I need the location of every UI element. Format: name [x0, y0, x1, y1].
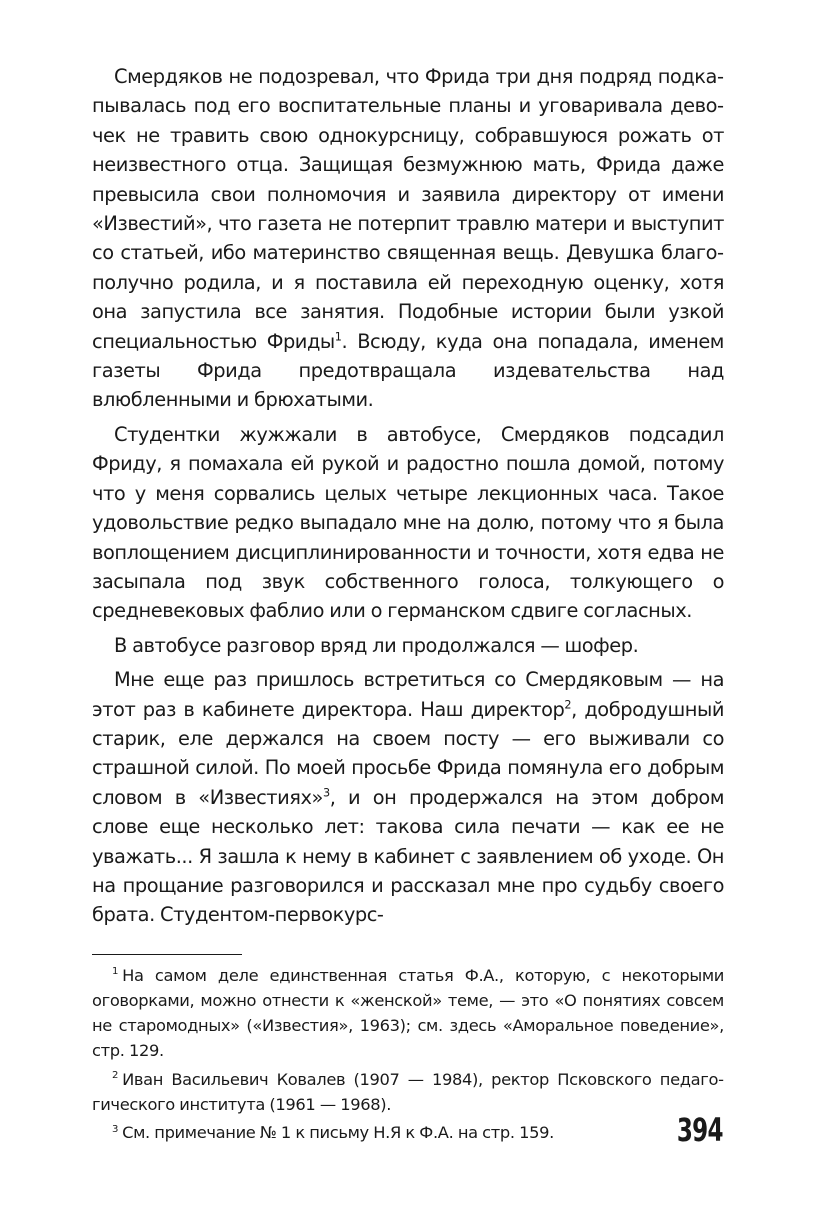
paragraph-3: В автобусе разговор вряд ли продолжался — шофер. [114, 633, 639, 657]
footnote-2-text: Иван Васильевич Ковалев (1907 — 1984), ректор Псковского педагогического института (1961 — 1968). [92, 1069, 724, 1114]
footnote-divider [92, 954, 242, 955]
paragraph-4 [92, 665, 724, 930]
paragraph-4-text-end: , и он продержался на этом добром слове еще несколько лет: такова сила печати — как ее не уважать... Я зашла к нему в кабинет с заявлением об уходе. Он на прощание разговорился и рассказал мне про судьбу своего брата. Студентом-первокурс- [92, 785, 724, 927]
footnote-1-text: На самом деле единственная статья Ф.А., которую, с некоторыми оговорками, можно отнести к «женской» теме, — это «О понятиях совсем не старомодных» («Известия», 1963); см. здесь «Аморальное поведение», стр. 129. [92, 965, 724, 1061]
footnote-ref-3: 3 [322, 786, 330, 800]
footnotes [92, 963, 724, 1145]
paragraph-4-text-middle: , добродушный старик, еле держался на своем посту — его выживали со страшной силой. По моей просьбе Фрида помянула его добрым словом в «Известиях» [92, 697, 724, 809]
page-number: 394 [677, 1111, 723, 1149]
paragraph-1 [92, 62, 724, 415]
footnote-number-2: 2 [112, 1070, 119, 1082]
paragraph-1-text-start: Смердяков не подозревал, что Фрида три дня подряд подкапывалась под его воспитательные планы и уговаривала девочек не травить свою однокурсницу, собравшуюся рожать от неизвестного отца. Защищая безмужнюю мать, Фрида даже превысила свои полномочия и заявила директору от имени «Известий», что газета не потерпит травлю матери и выступит со статьей, ибо материнство священная вещь. Девушка благополучно родила, и я поставила ей переходную оценку, хотя она запустила все занятия. Подобные истории были узкой специальностью Фриды [92, 65, 724, 353]
page-content [92, 62, 724, 1145]
paragraph-1-text-end: . Всюду, куда она попадала, именем газеты Фрида предотвращала издевательства над влюбленными и брюхатыми. [92, 329, 724, 412]
footnote-number-1: 1 [112, 966, 119, 978]
footnote-3 [92, 1120, 724, 1145]
footnote-3-text: См. примечание № 1 к письму Н.Я к Ф.А. на стр. 159. [122, 1123, 554, 1142]
footnote-number-3: 3 [112, 1123, 119, 1135]
footnote-1 [92, 963, 724, 1064]
footnote-2 [92, 1067, 724, 1117]
footnote-ref-2: 2 [564, 698, 572, 712]
body-text [92, 62, 724, 930]
footnote-ref-1: 1 [334, 330, 342, 344]
paragraph-4-text-start: Мне еще раз пришлось встретиться со Смердяковым — на этот раз в кабинете директора. Наш директор [92, 668, 724, 721]
paragraph-2: Студентки жужжали в автобусе, Смердяков подсадил Фриду, я помахала ей рукой и радостно пошла домой, потому что у меня сорвались целых четыре лекционных часа. Такое удовольствие редко выпадало мне на долю, потому что я была воплощением дисциплинированности и точности, хотя едва не засыпала под звук собственного голоса, толкующего о средневековых фаблио или о германском сдвиге согласных. [92, 422, 724, 623]
